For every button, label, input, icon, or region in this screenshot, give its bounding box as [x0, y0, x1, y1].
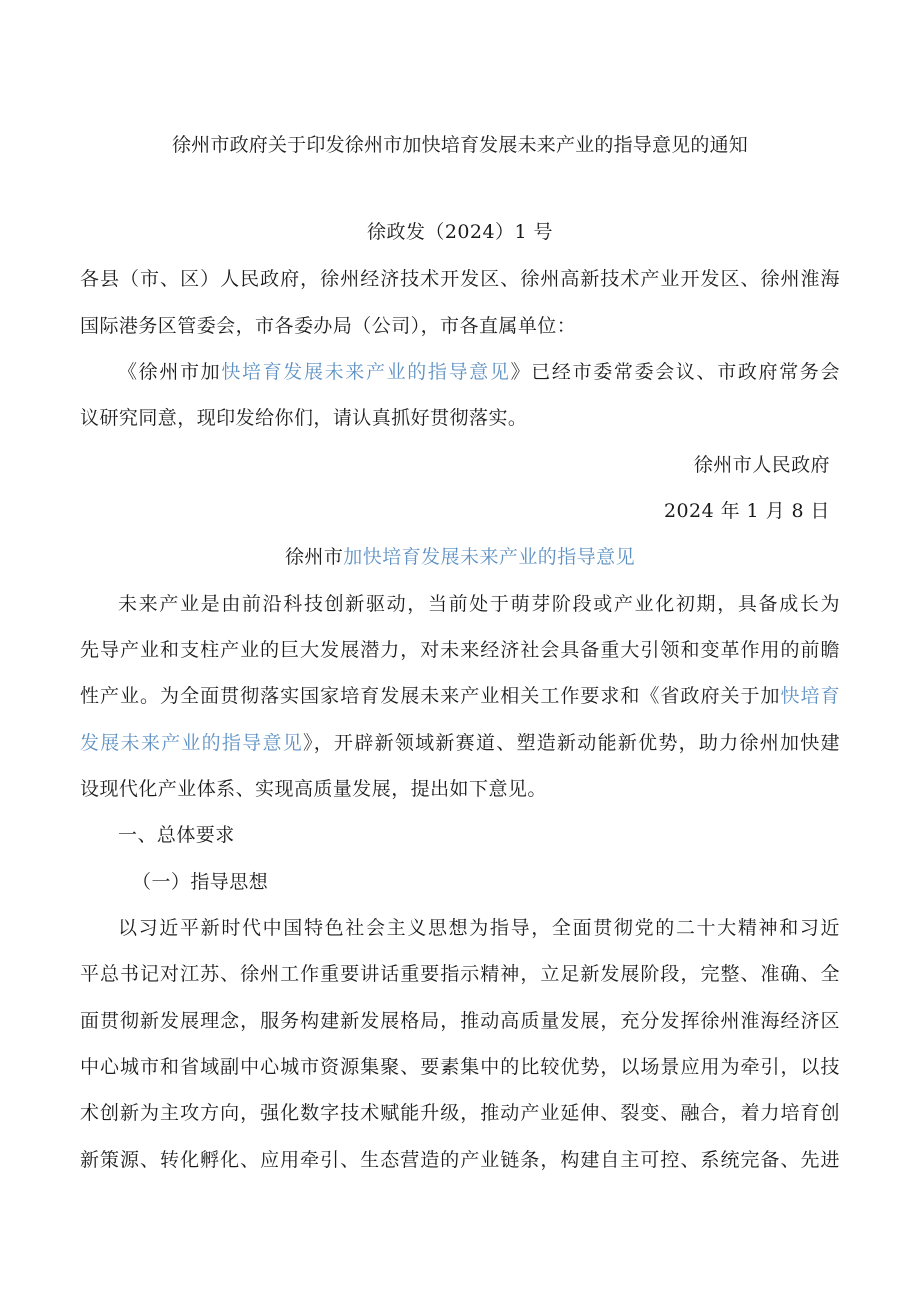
guiding-line-5: 术创新为主攻方向，强化数字技术赋能升级，推动产业延伸、裂变、融合，着力培育创 [80, 1102, 840, 1124]
guiding-line-3: 面贯彻新发展理念，服务构建新发展格局，推动高质量发展，充分发挥徐州淮海经济区 [80, 1010, 840, 1032]
intro-line-4-post: 》，开辟新领域新赛道、塑造新动能新优势，助力徐州加快建 [303, 732, 841, 754]
intro-line-1: 未来产业是由前沿科技创新驱动，当前处于萌芽阶段或产业化初期，具备成长为 [118, 593, 840, 615]
subtitle-pre: 徐州市 [284, 546, 344, 568]
notice-text-post: 》已经市委常委会议、市政府常务会 [510, 361, 840, 383]
recipients-line-2: 国际港务区管委会，市各委办局（公司），市各直属单位： [80, 315, 577, 337]
intro-provincial-link-part-2[interactable]: 发展未来产业的指导意见 [80, 732, 303, 754]
subtitle-link[interactable]: 加快培育发展未来产业的指导意见 [343, 546, 636, 568]
notice-line-1 [118, 360, 840, 384]
intro-line-4 [80, 731, 840, 755]
notice-text-pre: 《徐州市加 [118, 361, 222, 383]
guiding-line-6: 新策源、转化孵化、应用牵引、生态营造的产业链条，构建自主可控、系统完备、先进 [80, 1149, 840, 1171]
intro-provincial-link-part-1[interactable]: 快培育 [780, 685, 840, 707]
guiding-line-4: 中心城市和省域副中心城市资源集聚、要素集中的比较优势，以场景应用为牵引，以技 [80, 1056, 840, 1078]
intro-line-3-pre: 性产业。为全面贯彻落实国家培育发展未来产业相关工作要求和《省政府关于加 [80, 685, 781, 707]
guiding-line-1: 以习近平新时代中国特色社会主义思想为指导，全面贯彻党的二十大精神和习近 [118, 917, 840, 939]
intro-line-2: 先导产业和支柱产业的巨大发展潜力，对未来经济社会具备重大引领和变革作用的前瞻 [80, 639, 840, 661]
guideline-subtitle [80, 545, 840, 569]
intro-line-3 [80, 684, 840, 708]
section-heading-1: 一、总体要求 [118, 824, 235, 846]
subsection-heading-1: （一）指导思想 [132, 871, 269, 893]
issue-date: 2024 年 1 月 8 日 [663, 500, 830, 522]
guiding-line-2: 平总书记对江苏、徐州工作重要讲话重要指示精神，立足新发展阶段，完整、准确、全 [80, 963, 840, 985]
intro-line-5: 设现代化产业体系、实现高质量发展，提出如下意见。 [80, 778, 547, 800]
signature: 徐州市人民政府 [693, 454, 830, 476]
recipients-line-1: 各县（市、区）人民政府，徐州经济技术开发区、徐州高新技术产业开发区、徐州淮海 [80, 268, 840, 290]
document-title: 徐州市政府关于印发徐州市加快培育发展未来产业的指导意见的通知 [171, 134, 748, 156]
document-number: 徐政发（2024）1 号 [367, 221, 553, 243]
notice-guideline-link[interactable]: 快培育发展未来产业的指导意见 [221, 361, 511, 383]
notice-line-2: 议研究同意，现印发给你们，请认真抓好贯彻落实。 [80, 407, 528, 429]
